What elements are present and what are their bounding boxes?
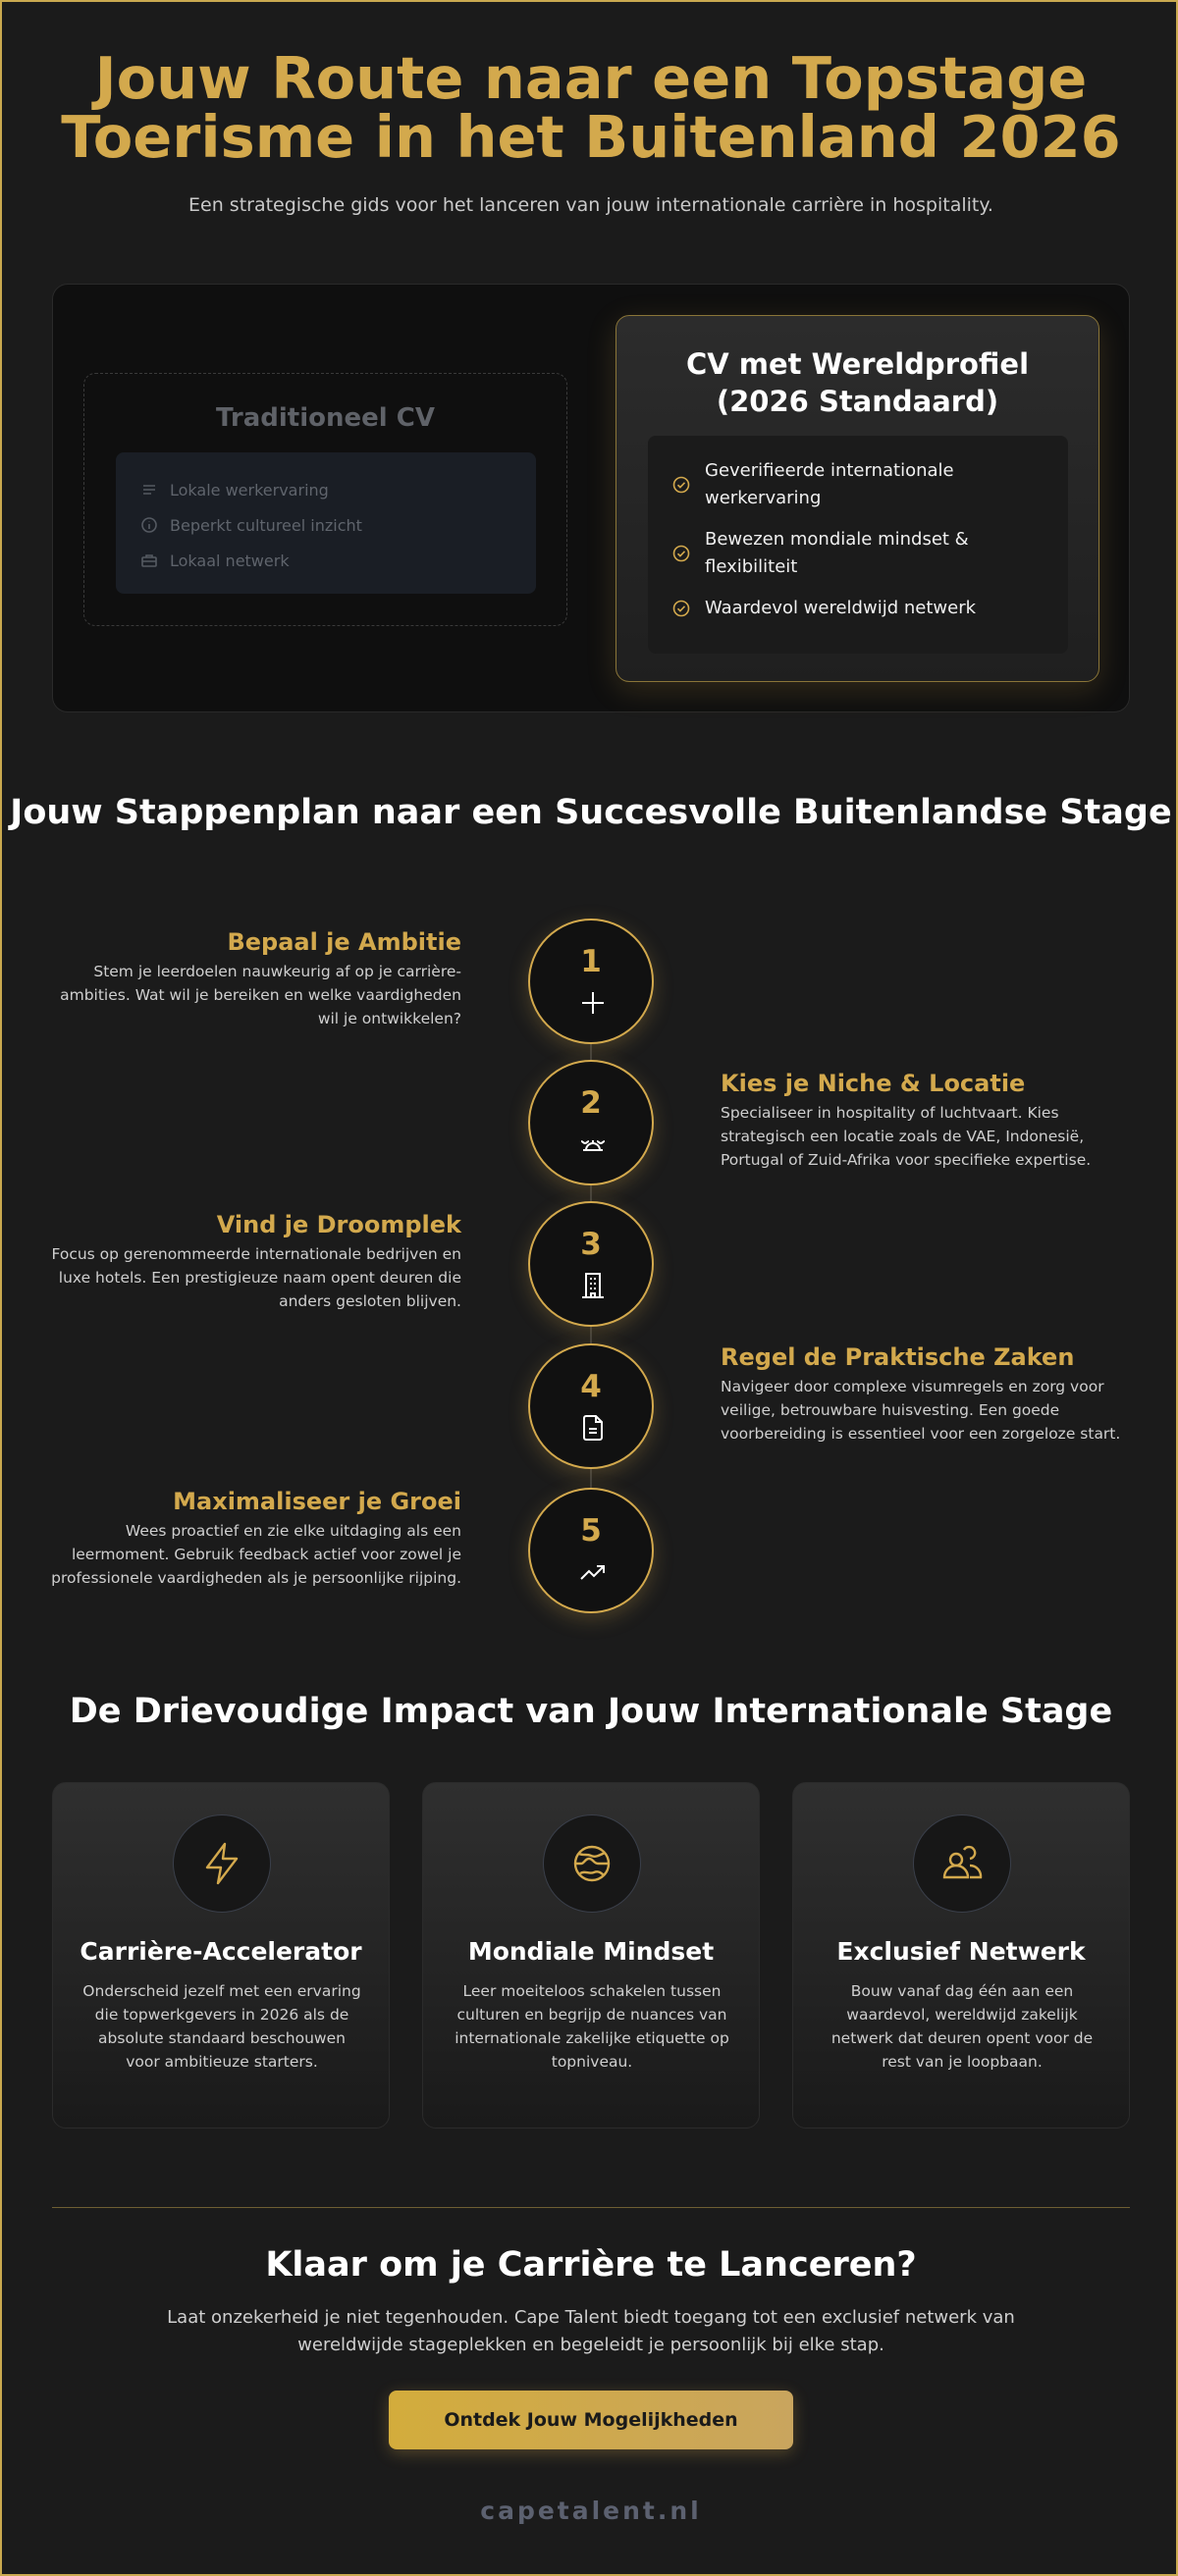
step-title: Kies je Niche & Locatie	[721, 1070, 1026, 1097]
world-cv-title	[616, 345, 1098, 420]
page-title-line-1: Jouw Route naar een Topstage	[94, 44, 1088, 112]
step-description: Stem je leerdoelen nauwkeurig af op je carrière-ambities. Wat wil je bereiken en welke vaardigheden wil je ontwikkelen?	[60, 963, 461, 1027]
people-icon	[935, 1836, 990, 1891]
step-title: Maximaliseer je Groei	[173, 1488, 461, 1515]
world-cv-item-label: Geverifieerde internationale werkervaring	[705, 460, 954, 508]
step-circle-1	[528, 919, 654, 1044]
cta-description: Laat onzekerheid je niet tegenhouden. Cape Talent biedt toegang tot een exclusief netwerk van wereldwijde stageplekken en begeleidt je persoonlijk bij elke stap.	[167, 2307, 1015, 2355]
info-icon	[139, 515, 159, 535]
list-item	[139, 507, 512, 543]
concierge-icon	[577, 1129, 609, 1160]
list-item	[139, 543, 512, 578]
plus-icon	[577, 987, 609, 1019]
step-number: 3	[580, 1227, 602, 1262]
step-text-4	[721, 1341, 1133, 1446]
world-cv-list	[648, 436, 1068, 654]
building-icon	[577, 1270, 609, 1301]
step-description: Navigeer door complexe visumregels en zorg voor veilige, betrouwbare huisvesting. Een goede voorbereiding is essentieel voor een zorgeloze start.	[721, 1378, 1121, 1443]
document-icon	[577, 1412, 609, 1444]
lines-icon	[139, 480, 159, 499]
step-number: 5	[580, 1513, 602, 1549]
impact-card-description: Leer moeiteloos schakelen tussen culturen en begrijp de nuances van internationale zakelijke etiquette op topniveau.	[455, 1982, 729, 2071]
world-cv-title-line-1: CV met Wereldprofiel	[685, 347, 1030, 381]
check-circle-icon	[671, 599, 691, 618]
step-number: 2	[580, 1085, 602, 1121]
step-circle-2	[528, 1060, 654, 1185]
traditional-cv-item-label: Lokaal netwerk	[170, 551, 290, 570]
step-circle-4	[528, 1343, 654, 1469]
step-title: Bepaal je Ambitie	[227, 928, 461, 956]
briefcase-icon	[139, 551, 159, 570]
traditional-cv-item-label: Lokale werkervaring	[170, 480, 329, 499]
list-item	[671, 526, 1044, 581]
steps-section-title: Jouw Stappenplan naar een Succesvolle Buitenlandse Stage	[10, 793, 1172, 832]
impact-card-career	[52, 1782, 390, 2129]
world-cv-card	[616, 315, 1099, 682]
list-item	[139, 472, 512, 507]
impact-card-network	[792, 1782, 1130, 2129]
traditional-cv-list	[116, 452, 536, 594]
page-title-line-2: Toerisme in het Buitenland 2026	[61, 103, 1121, 171]
impact-card-title: Mondiale Mindset	[467, 1937, 715, 1966]
traditional-cv-title: Traditioneel CV	[216, 403, 435, 433]
traditional-cv-item-label: Beperkt cultureel inzicht	[170, 515, 362, 535]
step-circle-3	[528, 1201, 654, 1327]
lightning-icon	[196, 1838, 247, 1889]
traditional-cv-card	[83, 373, 567, 626]
step-description: Wees proactief en zie elke uitdaging als een leermoment. Gebruik feedback actief voor zowel je professionele vaardigheden als je persoonlijke rijping.	[51, 1522, 461, 1587]
cta-title: Klaar om je Carrière te Lanceren?	[265, 2245, 917, 2285]
step-text-3	[49, 1209, 461, 1313]
impact-card-mindset	[422, 1782, 760, 2129]
step-circle-5	[528, 1488, 654, 1613]
impact-card-title: Carrière-Accelerator	[80, 1937, 362, 1966]
step-text-5	[49, 1486, 461, 1590]
check-circle-icon	[671, 475, 691, 495]
step-title: Regel de Praktische Zaken	[721, 1343, 1075, 1371]
impact-card-icon-wrap	[173, 1814, 271, 1913]
check-circle-icon	[671, 544, 691, 563]
trending-up-icon	[577, 1556, 609, 1588]
impact-card-title: Exclusief Netwerk	[836, 1937, 1086, 1966]
list-item	[671, 595, 1044, 622]
page-subtitle: Een strategische gids voor het lanceren van jouw internationale carrière in hospitality.	[188, 194, 993, 216]
step-description: Specialiseer in hospitality of luchtvaart. Kies strategisch een locatie zoals de VAE, Indonesië, Portugal of Zuid-Afrika voor specifieke expertise.	[721, 1104, 1092, 1169]
world-cv-item-label: Waardevol wereldwijd netwerk	[705, 598, 977, 618]
globe-icon	[564, 1836, 619, 1891]
page-title	[2, 44, 1178, 171]
impact-card-description: Onderscheid jezelf met een ervaring die topwerkgevers in 2026 als de absolute standaard beschouwen voor ambitieuze starters.	[82, 1982, 361, 2071]
step-text-2	[721, 1068, 1133, 1172]
step-number: 4	[580, 1369, 602, 1404]
impact-card-icon-wrap	[543, 1814, 641, 1913]
impact-card-icon-wrap	[913, 1814, 1011, 1913]
footer-brand[interactable]: capetalent.nl	[480, 2497, 702, 2525]
step-number: 1	[580, 944, 602, 979]
discover-options-button[interactable]: Ontdek Jouw Mogelijkheden	[389, 2391, 793, 2449]
list-item	[671, 457, 1044, 512]
step-title: Vind je Droomplek	[216, 1211, 461, 1238]
step-text-1	[49, 926, 461, 1030]
section-divider	[52, 2207, 1130, 2208]
world-cv-item-label: Bewezen mondiale mindset & flexibiliteit	[705, 529, 969, 577]
impact-card-description: Bouw vanaf dag één aan een waardevol, wereldwijd zakelijk netwerk dat deuren opent voor de rest van je loopbaan.	[830, 1982, 1094, 2071]
step-description: Focus op gerenommeerde internationale bedrijven en luxe hotels. Een prestigieuze naam opent deuren die anders gesloten blijven.	[51, 1245, 461, 1310]
impact-section-title: De Drievoudige Impact van Jouw Internationale Stage	[69, 1692, 1113, 1731]
world-cv-title-line-2: (2026 Standaard)	[716, 385, 999, 418]
cv-comparison-panel	[52, 284, 1130, 712]
